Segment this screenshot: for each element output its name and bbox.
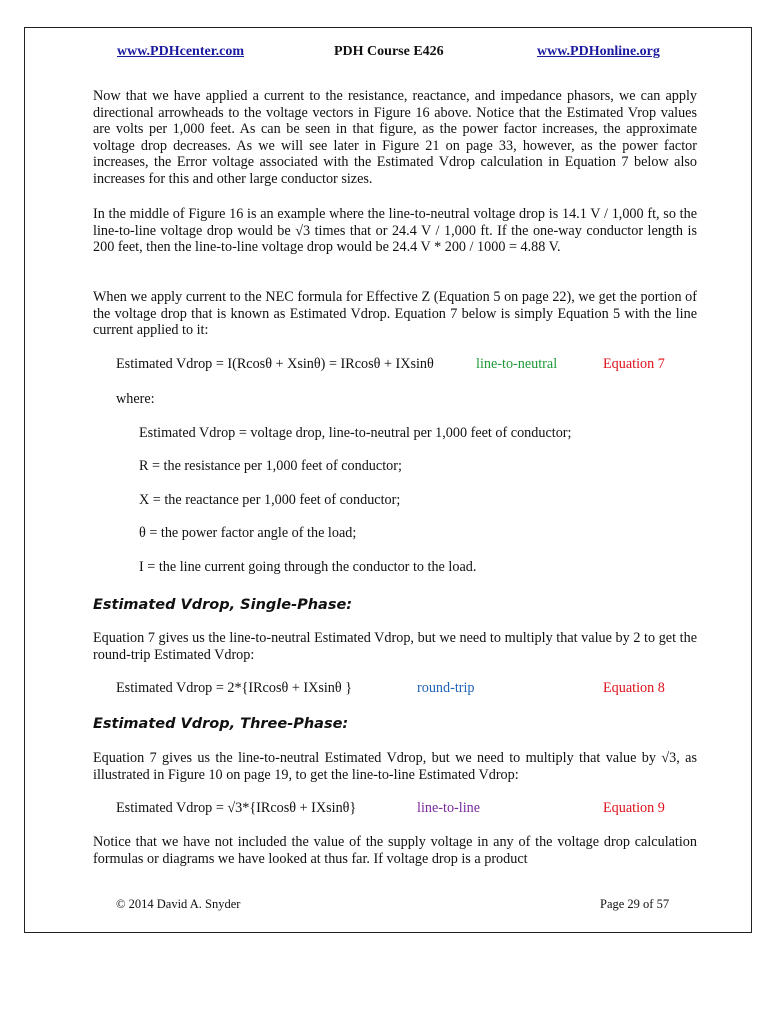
equation-8-formula: Estimated Vdrop = 2*{IRcosθ + IXsinθ }	[116, 680, 353, 696]
equation-7-label: Equation 7	[603, 356, 665, 372]
definition-r: R = the resistance per 1,000 feet of conductor;	[139, 458, 402, 474]
equation-9-formula: Estimated Vdrop = √3*{IRcosθ + IXsinθ}	[116, 800, 357, 816]
definition-i: I = the line current going through the conductor to the load.	[139, 559, 477, 575]
equation-9-label: Equation 9	[603, 800, 665, 816]
equation-7-formula: Estimated Vdrop = I(Rcosθ + Xsinθ) = IRcosθ + IXsinθ	[116, 356, 434, 372]
paragraph-4: Equation 7 gives us the line-to-neutral Estimated Vdrop, but we need to multiply that value by 2 to get the round-trip Estimated Vdrop:	[93, 630, 697, 663]
equation-8-label: Equation 8	[603, 680, 665, 696]
definition-vdrop: Estimated Vdrop = voltage drop, line-to-neutral per 1,000 feet of conductor;	[139, 425, 572, 441]
paragraph-3: When we apply current to the NEC formula for Effective Z (Equation 5 on page 22), we get the portion of the voltage drop that is known as Estimated Vdrop. Equation 7 below is simply Equation 5 with the line current applied to it:	[93, 289, 697, 339]
equation-9-tag: line-to-line	[417, 800, 481, 816]
pdhcenter-link[interactable]: www.PDHcenter.com	[117, 44, 245, 59]
paragraph-5: Equation 7 gives us the line-to-neutral Estimated Vdrop, but we need to multiply that value by √3, as illustrated in Figure 10 on page 19, to get the line-to-line Estimated Vdrop:	[93, 750, 697, 783]
header-course-title: PDH Course E426	[334, 44, 444, 59]
heading-three-phase: Estimated Vdrop, Three-Phase:	[93, 716, 349, 732]
header-left-link[interactable]	[117, 44, 244, 60]
equation-7-tag: line-to-neutral	[476, 356, 558, 372]
definition-theta: θ = the power factor angle of the load;	[139, 525, 357, 541]
paragraph-6: Notice that we have not included the value of the supply voltage in any of the voltage drop calculation formulas or diagrams we have looked at thus far. If voltage drop is a product	[93, 834, 697, 867]
paragraph-2: In the middle of Figure 16 is an example where the line-to-neutral voltage drop is 14.1 V / 1,000 ft, so the line-to-line voltage drop would be √3 times that or 24.4 V / 1,000 ft. If the one-way conductor length is 200 feet, then the line-to-line voltage drop would be 24.4 V * 200 / 1000 = 4.88 V.	[93, 206, 697, 256]
where-label: where:	[116, 391, 155, 407]
heading-single-phase: Estimated Vdrop, Single-Phase:	[93, 597, 353, 613]
definition-x: X = the reactance per 1,000 feet of conductor;	[139, 492, 401, 508]
paragraph-1: Now that we have applied a current to the resistance, reactance, and impedance phasors, we can apply directional arrowheads to the voltage vectors in Figure 16 above. Notice that the Estimated Vrop values are volts per 1,000 feet. As can be seen in that figure, as the power factor increases, the approximate voltage drop decreases. As we will see later in Figure 21 on page 33, however, as the power factor increases, the Error voltage associated with the Estimated Vdrop calculation in Equation 7 below also increases for this and other large conductor sizes.	[93, 88, 697, 187]
footer-page-number: Page 29 of 57	[600, 897, 670, 911]
footer-copyright: © 2014 David A. Snyder	[116, 897, 241, 911]
equation-8-tag: round-trip	[417, 680, 475, 696]
pdhonline-link[interactable]: www.PDHonline.org	[537, 44, 660, 59]
header-right-link[interactable]	[537, 44, 660, 60]
